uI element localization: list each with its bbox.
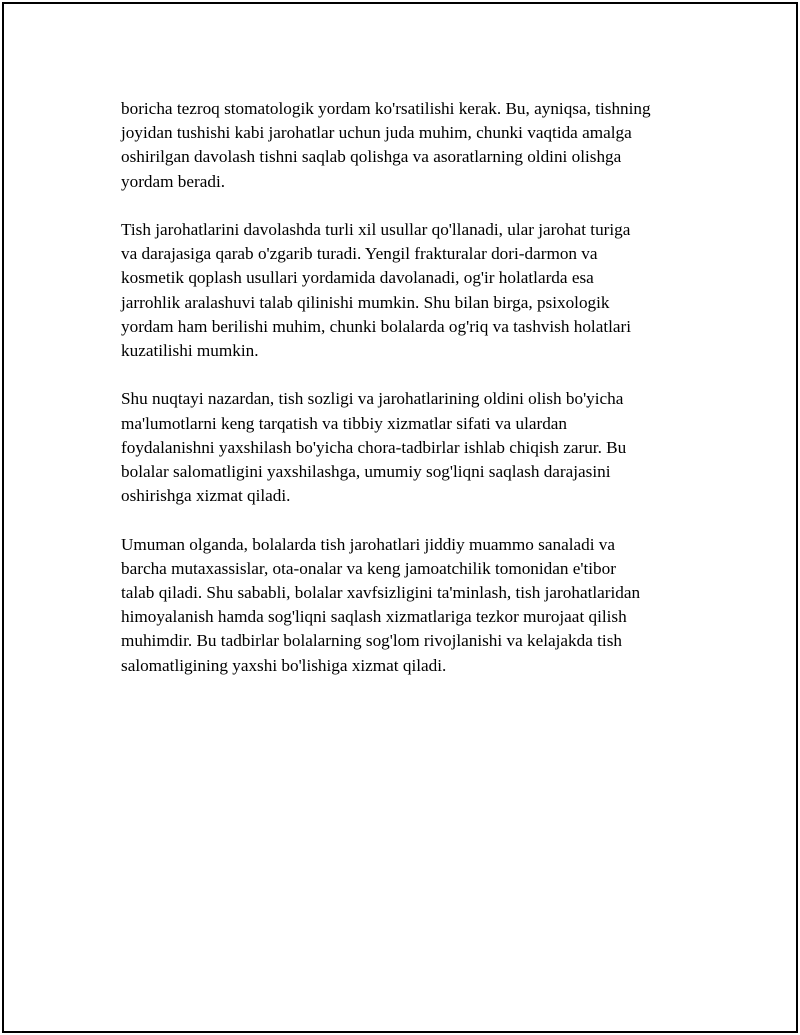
paragraph-1 — [121, 97, 701, 194]
paragraph-4 — [121, 533, 701, 678]
text-line: kuzatilishi mumkin. — [121, 341, 259, 361]
paragraph-2 — [121, 218, 701, 363]
text-line: Shu nuqtayi nazardan, tish sozligi va jarohatlarining oldini olish bo'yicha — [121, 389, 624, 409]
text-line: jarrohlik aralashuvi talab qilinishi mumkin. Shu bilan birga, psixologik — [121, 292, 610, 312]
text-line: salomatligining yaxshi bo'lishiga xizmat qiladi. — [121, 655, 447, 675]
text-line: joyidan tushishi kabi jarohatlar uchun juda muhim, chunki vaqtida amalga — [121, 123, 632, 143]
text-line: Umuman olganda, bolalarda tish jarohatlari jiddiy muammo sanaladi va — [121, 534, 616, 554]
text-line: boricha tezroq stomatologik yordam ko'rsatilishi kerak. Bu, ayniqsa, tishning — [121, 99, 651, 118]
paragraph-3 — [121, 387, 701, 508]
text-line: ma'lumotlarni keng tarqatish va tibbiy xizmatlar sifati va ulardan — [121, 413, 568, 433]
text-line: va darajasiga qarab o'zgarib turadi. Yengil frakturalar dori-darmon va — [121, 244, 598, 264]
page — [2, 2, 798, 1033]
text-line: muhimdir. Bu tadbirlar bolalarning sog'lom rivojlanishi va kelajakda tish — [121, 631, 622, 651]
text-line: bolalar salomatligini yaxshilashga, umumiy sog'liqni saqlash darajasini — [121, 462, 611, 482]
text-line: Tish jarohatlarini davolashda turli xil usullar qo'llanadi, ular jarohat turiga — [121, 220, 631, 239]
text-line: yordam beradi. — [121, 171, 226, 191]
text-line: kosmetik qoplash usullari yordamida davolanadi, og'ir holatlarda esa — [121, 268, 594, 288]
text-line: oshirishga xizmat qiladi. — [121, 486, 291, 506]
text-line: oshirilgan davolash tishni saqlab qolishga va asoratlarning oldini olishga — [121, 147, 622, 167]
text-line: himoyalanish hamda sog'liqni saqlash xizmatlariga tezkor murojaat qilish — [121, 607, 627, 627]
text-line: talab qiladi. Shu sababli, bolalar xavfsizligini ta'minlash, tish jarohatlaridan — [121, 583, 641, 603]
text-line: yordam ham berilishi muhim, chunki bolalarda og'riq va tashvish holatlari — [121, 316, 632, 336]
text-line: foydalanishni yaxshilash bo'yicha chora-tadbirlar ishlab chiqish zarur. Bu — [121, 437, 627, 457]
text-line: barcha mutaxassislar, ota-onalar va keng jamoatchilik tomonidan e'tibor — [121, 558, 616, 578]
document-body — [121, 97, 701, 702]
